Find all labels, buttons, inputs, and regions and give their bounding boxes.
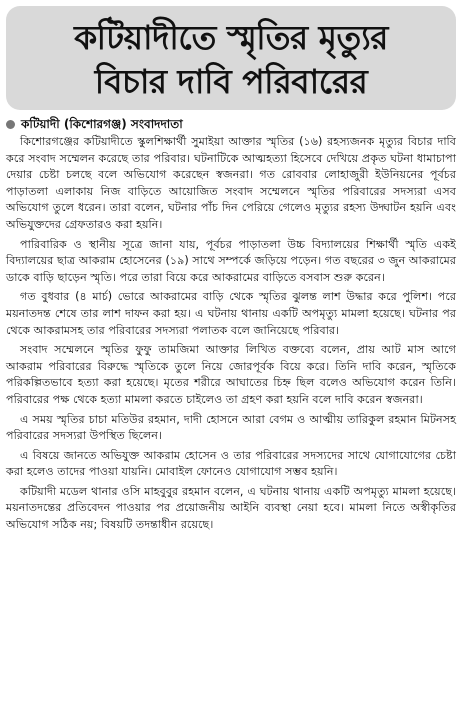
paragraph-5: এ সময় স্মৃতির চাচা মতিউর রহমান, দাদী হোসনে আরা বেগম ও আত্মীয় তারিকুল রহমান মিটনসহ পরিবারের সদস্যরা উপস্থিত ছিলেন।: [6, 412, 456, 443]
article-body: [6, 134, 456, 534]
headline-box: [6, 6, 456, 110]
headline-line-1: কটিয়াদীতে স্মৃতির মৃত্যুর: [74, 18, 388, 57]
paragraph-1: কিশোরগঞ্জের কটিয়াদীতে স্কুলশিক্ষার্থী সুমাইয়া আক্তার স্মৃতির (১৬) রহস্যজনক মৃত্যুর বিচার দাবি করে সংবাদ সম্মেলন করেছে তার পরিবার। ঘটনাটিকে আত্মহত্যা হিসেবে দেখিয়ে প্রকৃত ঘটনা ধামাচাপা দেয়ার চেষ্টা চলছে বলে অভিযোগ করেছেন স্বজনরা। গত রোববার লোহাজুরী ইউনিয়নের পূর্বচর পাড়াতলা এলাকায় নিজ বাড়িতে আয়োজিত সংবাদ সম্মেলনে স্মৃতির পরিবারের সদস্যরা এসব অভিযোগ তুলে ধরেন। তারা বলেন, ঘটনার পাঁচ দিন পেরিয়ে গেলেও মৃত্যুর রহস্য উদ্ঘাটন হয়নি এবং অভিযুক্তদের গ্রেফতারও করা হয়নি।: [6, 135, 456, 231]
headline-line-2: বিচার দাবি পরিবারের: [94, 62, 368, 101]
dateline-text: কটিয়াদী (কিশোরগঞ্জ) সংবাদদাতা: [21, 117, 183, 131]
paragraph-3: গত বুধবার (৪ মার্চ) ভোরে আকরামের বাড়ি থেকে স্মৃতির ঝুলন্ত লাশ উদ্ধার করে পুলিশ। পরে ময়নাতদন্ত শেষে তার লাশ দাফন করা হয়। এ ঘটনায় থানায় একটি অপমৃত্যু মামলা হয়েছে। ঘটনার পর থেকে আকরামসহ তার পরিবারের সদস্যরা পলাতক বলে জানিয়েছে পরিবার।: [6, 290, 456, 337]
dateline: [6, 116, 456, 132]
paragraph-2: পারিবারিক ও স্থানীয় সূত্রে জানা যায়, পূর্বচর পাড়াতলা উচ্চ বিদ্যালয়ের শিক্ষার্থী স্মৃতি একই বিদ্যালয়ের ছাত্র আকরাম হোসেনের (১৯) সাথে সম্পর্কে জড়িয়ে পড়েন। গত বছরের ৩ জুন আকরামের ডাকে বাড়ি ছাড়েন স্মৃতি। পরে তারা বিয়ে করে আকরামের বাড়িতে বসবাস শুরু করেন।: [6, 237, 456, 284]
paragraph-4: সংবাদ সম্মেলনে স্মৃতির ফুফু তামজিমা আক্তার লিখিত বক্তব্যে বলেন, প্রায় আট মাস আগে আকরাম পরিবারের বিরুদ্ধে স্মৃতিকে তুলে নিয়ে জোরপূর্বক বিয়ে করে। তিনি দাবি করেন, স্মৃতিকে পরিকল্পিতভাবে হত্যা করা হয়েছে। মৃতের শরীরে আঘাতের চিহ্ন ছিল বলেও অভিযোগ করেন তিনি। পরিবারের পক্ষ থেকে হত্যা মামলা করতে চাইলেও তা গ্রহণ করা হয়নি বলে দাবি করেন স্বজনরা।: [6, 343, 456, 406]
paragraph-7: কটিয়াদী মডেল থানার ওসি মাহবুবুর রহমান বলেন, এ ঘটনায় থানায় একটি অপমৃত্যু মামলা হয়েছে। ময়নাতদন্তের প্রতিবেদন পাওয়ার পর প্রয়োজনীয় আইনি ব্যবস্থা নেয়া হবে। মামলা নিতে অস্বীকৃতির অভিযোগ সঠিক নয়; বিষয়টি তদন্তাধীন রয়েছে।: [6, 484, 456, 532]
bullet-icon: [6, 120, 15, 129]
paragraph-6: এ বিষয়ে জানতে অভিযুক্ত আকরাম হোসেন ও তার পরিবারের সদস্যদের সাথে যোগাযোগের চেষ্টা করা হলেও তাদের পাওয়া যায়নি। মোবাইল ফোনেও যোগাযোগ সম্ভব হয়নি।: [6, 448, 456, 479]
